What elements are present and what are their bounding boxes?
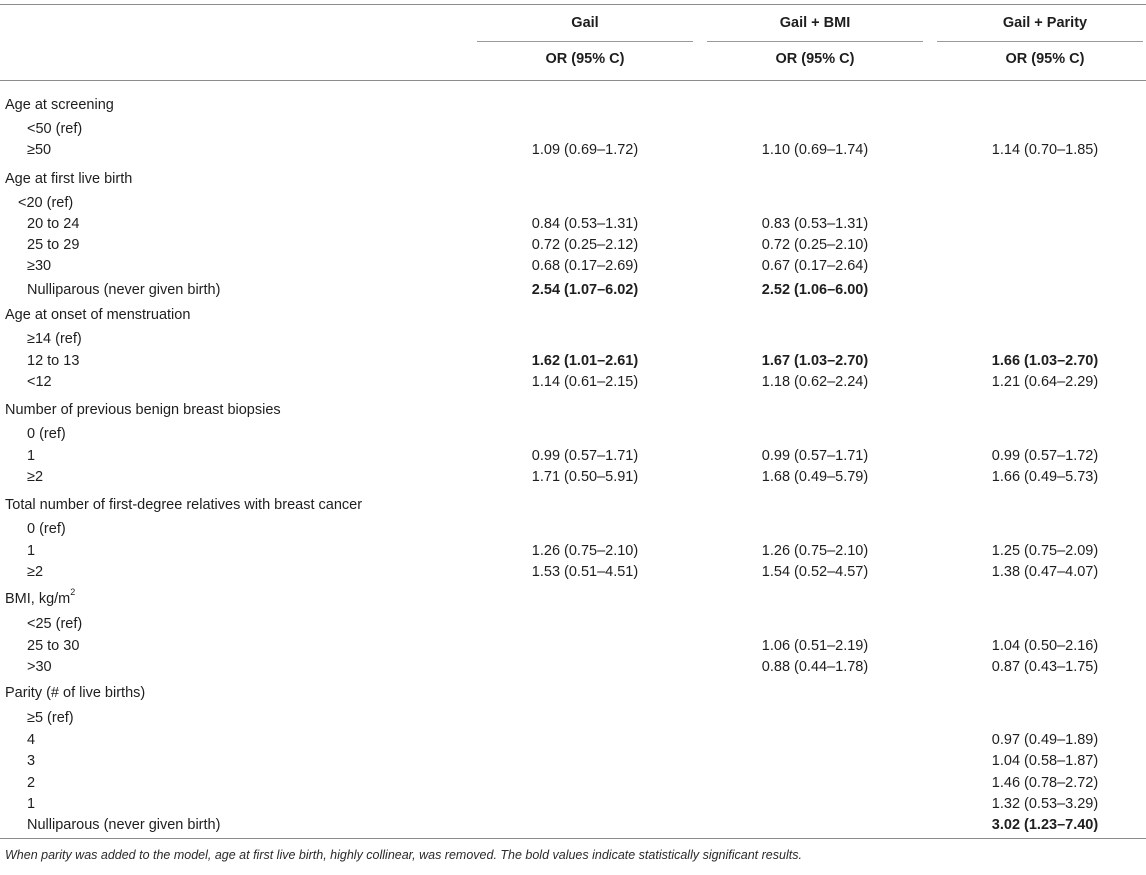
- row-level-label: 1: [27, 796, 36, 812]
- row-level-label: ≥2: [27, 469, 44, 485]
- odds-ratio-cell: 0.99 (0.57–1.71): [531, 448, 639, 464]
- column-header-gail-parity: Gail + Parity: [1002, 15, 1088, 31]
- table-top-rule: [0, 4, 1146, 5]
- odds-ratio-cell: 1.25 (0.75–2.09): [991, 543, 1099, 559]
- odds-ratio-cell: 0.83 (0.53–1.31): [761, 216, 869, 232]
- odds-ratio-cell: 1.18 (0.62–2.24): [761, 374, 869, 390]
- row-section-label: Number of previous benign breast biopsies: [5, 402, 281, 418]
- row-level-label: ≥2: [27, 564, 44, 580]
- odds-ratio-cell: 1.09 (0.69–1.72): [531, 142, 639, 158]
- row-level-label: 12 to 13: [27, 353, 80, 369]
- odds-ratio-cell: 1.06 (0.51–2.19): [761, 638, 869, 654]
- column-subheader-gail-bmi: OR (95% C): [775, 51, 855, 67]
- row-level-label: ≥5 (ref): [27, 710, 74, 726]
- odds-ratio-cell: 1.04 (0.50–2.16): [991, 638, 1099, 654]
- row-level-label: ≥30: [27, 258, 52, 274]
- odds-ratio-cell: 1.04 (0.58–1.87): [991, 753, 1099, 769]
- odds-ratio-cell: 0.68 (0.17–2.69): [531, 258, 639, 274]
- row-level-label: 25 to 30: [27, 638, 80, 654]
- column-group-rule-gail-bmi: [707, 41, 923, 42]
- row-level-label: 4: [27, 732, 36, 748]
- odds-ratio-cell: 1.54 (0.52–4.57): [761, 564, 869, 580]
- odds-ratio-cell: 0.67 (0.17–2.64): [761, 258, 869, 274]
- row-level-label: 25 to 29: [27, 237, 80, 253]
- odds-ratio-cell: 1.68 (0.49–5.79): [761, 469, 869, 485]
- odds-ratio-cell: 0.87 (0.43–1.75): [991, 659, 1099, 675]
- odds-ratio-cell: 3.02 (1.23–7.40): [991, 817, 1099, 833]
- odds-ratio-cell: 0.84 (0.53–1.31): [531, 216, 639, 232]
- table-footnote: When parity was added to the model, age at first live birth, highly collinear, was removed. The bold values indicate statistically significant results.: [5, 848, 802, 862]
- row-level-label: Nulliparous (never given birth): [27, 282, 221, 298]
- column-header-gail-bmi: Gail + BMI: [779, 15, 851, 31]
- row-section-label: Age at onset of menstruation: [5, 307, 191, 323]
- row-section-label: Total number of first-degree relatives with breast cancer: [5, 497, 363, 513]
- row-level-label: <50 (ref): [27, 121, 83, 137]
- odds-ratio-cell: 1.32 (0.53–3.29): [991, 796, 1099, 812]
- odds-ratio-cell: 1.14 (0.70–1.85): [991, 142, 1099, 158]
- odds-ratio-cell: 1.26 (0.75–2.10): [531, 543, 639, 559]
- odds-ratio-cell: 0.99 (0.57–1.72): [991, 448, 1099, 464]
- odds-ratio-cell: 0.72 (0.25–2.12): [531, 237, 639, 253]
- column-group-rule-gail: [477, 41, 693, 42]
- table-header-rule: [0, 80, 1146, 81]
- row-level-label: ≥50: [27, 142, 52, 158]
- row-level-label: 3: [27, 753, 36, 769]
- table-bottom-rule: [0, 838, 1146, 839]
- odds-ratio-cell: 2.52 (1.06–6.00): [761, 282, 869, 298]
- row-level-label: 1: [27, 448, 36, 464]
- odds-ratio-cell: 0.97 (0.49–1.89): [991, 732, 1099, 748]
- row-level-label: <20 (ref): [18, 195, 74, 211]
- row-level-label: 0 (ref): [27, 426, 66, 442]
- row-level-label: Nulliparous (never given birth): [27, 817, 221, 833]
- odds-ratio-cell: 1.26 (0.75–2.10): [761, 543, 869, 559]
- row-level-label: 20 to 24: [27, 216, 80, 232]
- odds-ratio-cell: 1.38 (0.47–4.07): [991, 564, 1099, 580]
- odds-ratio-cell: 1.14 (0.61–2.15): [531, 374, 639, 390]
- row-section-label: Age at first live birth: [5, 171, 133, 187]
- odds-ratio-cell: 0.99 (0.57–1.71): [761, 448, 869, 464]
- row-level-label: 0 (ref): [27, 521, 66, 537]
- row-level-label: 1: [27, 543, 36, 559]
- row-section-label: Parity (# of live births): [5, 685, 146, 701]
- odds-ratio-cell: 1.71 (0.50–5.91): [531, 469, 639, 485]
- odds-ratio-cell: 1.53 (0.51–4.51): [531, 564, 639, 580]
- odds-ratio-cell: 1.66 (1.03–2.70): [991, 353, 1099, 369]
- row-level-label: ≥14 (ref): [27, 331, 82, 347]
- row-section-label: Age at screening: [5, 97, 114, 113]
- column-header-gail: Gail: [571, 15, 599, 31]
- odds-ratio-cell: 1.10 (0.69–1.74): [761, 142, 869, 158]
- row-section-label: BMI, $kg/m^2$: [5, 587, 76, 607]
- row-level-label: 2: [27, 775, 36, 791]
- odds-ratio-cell: 1.46 (0.78–2.72): [991, 775, 1099, 791]
- superscript: 2: [70, 587, 76, 598]
- column-group-rule-gail-parity: [937, 41, 1143, 42]
- odds-ratio-cell: 0.88 (0.44–1.78): [761, 659, 869, 675]
- odds-ratio-cell: 1.66 (0.49–5.73): [991, 469, 1099, 485]
- odds-ratio-cell: 1.62 (1.01–2.61): [531, 353, 639, 369]
- column-subheader-gail: OR (95% C): [545, 51, 625, 67]
- odds-ratio-cell: 2.54 (1.07–6.02): [531, 282, 639, 298]
- row-level-label: <12: [27, 374, 52, 390]
- column-subheader-gail-parity: OR (95% C): [1005, 51, 1085, 67]
- odds-ratio-cell: 0.72 (0.25–2.10): [761, 237, 869, 253]
- odds-ratio-cell: 1.67 (1.03–2.70): [761, 353, 869, 369]
- odds-ratio-cell: 1.21 (0.64–2.29): [991, 374, 1099, 390]
- row-level-label: <25 (ref): [27, 616, 83, 632]
- row-level-label: >30: [27, 659, 52, 675]
